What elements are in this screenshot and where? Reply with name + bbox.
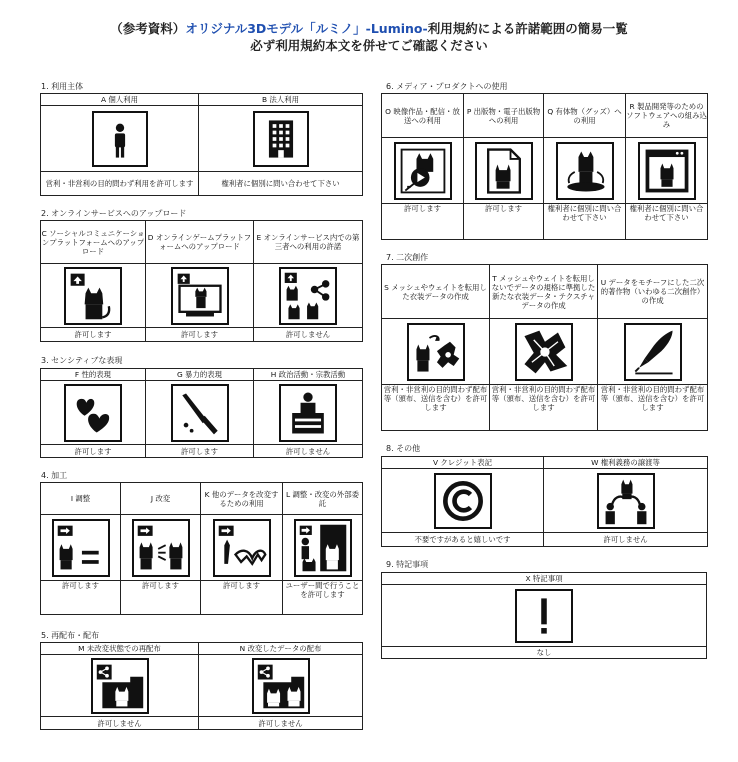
item-label-B: B 法人利用 <box>199 94 363 106</box>
building-icon <box>253 111 309 167</box>
figure-icon <box>556 142 614 200</box>
section-title-derivative: 7. 二次創作 <box>386 253 429 262</box>
item-label-R: R 製品開発等のためのソフトウェアへの組み込み <box>626 94 708 138</box>
item-label-A: A 個人利用 <box>41 94 199 106</box>
publication-icon <box>475 142 533 200</box>
item-note-M: 許可しません <box>41 717 199 730</box>
item-note-Q: 権利者に個別に問い合わせて下さい <box>544 204 626 240</box>
upload-cat-icon <box>64 267 122 325</box>
game-upload-icon <box>171 267 229 325</box>
item-note-W: 許可しません <box>544 533 708 547</box>
exclamation-icon <box>515 589 573 643</box>
item-note-P: 許可します <box>464 204 544 240</box>
item-note-N: 許可しません <box>199 717 363 730</box>
new-costume-icon <box>515 323 573 381</box>
item-note-O: 許可します <box>382 204 464 240</box>
hearts-icon <box>64 384 122 442</box>
item-label-J: J 改変 <box>121 483 201 515</box>
item-label-S: S メッシュやウェイトを転用した衣装データの作成 <box>382 265 490 319</box>
item-note-C: 許可します <box>41 328 146 342</box>
item-note-A: 営利・非営利の目的問わず利用を許可します <box>41 172 199 196</box>
item-note-E: 許可しません <box>254 328 363 342</box>
title-prefix: （参考資料） <box>110 21 186 36</box>
document-title <box>0 20 738 54</box>
item-note-V: 不要ですがあると嬉しいです <box>382 533 544 547</box>
item-label-T: T メッシュやウェイトを転用しないでデータの規格に準拠した新たな衣装データ・テクスチャデータの作成 <box>490 265 598 319</box>
item-note-X: なし <box>382 647 707 659</box>
section-title-other: 8. その他 <box>386 444 421 453</box>
other-table <box>381 456 708 547</box>
distribute-modified-icon <box>252 658 310 714</box>
item-note-J: 許可します <box>121 581 201 615</box>
item-label-M: M 未改変状態での再配布 <box>41 643 199 655</box>
transfer-icon <box>597 473 655 529</box>
section-title-processing: 4. 加工 <box>41 471 68 480</box>
usage-subject-table <box>40 93 363 196</box>
section-title-special-notes: 9. 特記事項 <box>386 560 429 569</box>
redistribution-table <box>40 642 363 730</box>
redistribute-icon <box>91 658 149 714</box>
item-label-I: I 調整 <box>41 483 121 515</box>
title-suffix: 利用規約による許諾範囲の簡易一覧 <box>427 21 628 36</box>
item-note-T: 営利・非営利の目的問わず配布等（頒布、送信を含む）を許可します <box>490 385 598 431</box>
item-note-D: 許可します <box>146 328 254 342</box>
item-label-L: L 調整・改変の外部委託 <box>283 483 363 515</box>
item-note-G: 許可します <box>146 445 254 458</box>
section-title-online-upload: 2. オンラインサービスへのアップロード <box>41 209 187 218</box>
section-title-redistribution: 5. 再配布・配布 <box>41 631 100 640</box>
item-note-S: 営利・非営利の目的問わず配布等（頒布、送信を含む）を許可します <box>382 385 490 431</box>
item-note-R: 権利者に個別に問い合わせて下さい <box>626 204 708 240</box>
section-title-usage-subject: 1. 利用主体 <box>41 82 84 91</box>
pen-icon <box>624 323 682 381</box>
item-label-W: W 権利義務の譲渡等 <box>544 457 708 469</box>
online-upload-table <box>40 220 363 342</box>
processing-table <box>40 482 363 615</box>
title-model-name: オリジナル3Dモデル「ルミノ」-Lumino- <box>185 21 428 36</box>
adjust-icon <box>52 519 110 577</box>
copyright-icon <box>434 473 492 529</box>
item-label-X: X 特記事項 <box>382 573 707 585</box>
derivative-table <box>381 264 708 431</box>
video-icon <box>394 142 452 200</box>
item-label-O: O 映像作品・配信・放送への利用 <box>382 94 464 138</box>
media-table <box>381 93 708 240</box>
item-label-D: D オンラインゲームプラットフォームへのアップロード <box>146 221 254 264</box>
costume-icon <box>407 323 465 381</box>
item-label-C: C ソーシャルコミュニケーションプラットフォームへのアップロード <box>41 221 146 264</box>
item-note-F: 許可します <box>41 445 146 458</box>
document-subtitle: 必ず利用規約本文を併せてご確認ください <box>250 38 488 53</box>
item-label-P: P 出版物・電子出版物への利用 <box>464 94 544 138</box>
modify-icon <box>132 519 190 577</box>
item-label-N: N 改変したデータの配布 <box>199 643 363 655</box>
item-label-K: K 他のデータを改変するための利用 <box>201 483 283 515</box>
share-cats-icon <box>279 267 337 325</box>
item-note-K: 許可します <box>201 581 283 615</box>
item-label-G: G 暴力的表現 <box>146 369 254 381</box>
section-title-sensitive: 3. センシティブな表現 <box>41 356 123 365</box>
other-data-icon <box>213 519 271 577</box>
item-note-I: 許可します <box>41 581 121 615</box>
item-label-H: H 政治活動・宗教活動 <box>254 369 363 381</box>
item-note-U: 営利・非営利の目的問わず配布等（頒布、送信を含む）を許可します <box>598 385 708 431</box>
item-label-V: V クレジット表記 <box>382 457 544 469</box>
item-label-F: F 性的表現 <box>41 369 146 381</box>
software-icon <box>638 142 696 200</box>
outsource-icon <box>294 519 352 577</box>
item-note-H: 許可しません <box>254 445 363 458</box>
knife-icon <box>171 384 229 442</box>
item-note-L: ユーザー間で行うことを許可します <box>283 581 363 615</box>
section-title-media: 6. メディア・プロダクトへの使用 <box>386 82 508 91</box>
podium-icon <box>279 384 337 442</box>
sensitive-table <box>40 368 363 458</box>
item-label-Q: Q 有体物（グッズ）への利用 <box>544 94 626 138</box>
person-icon <box>92 111 148 167</box>
special-notes-table <box>381 572 707 659</box>
item-label-E: E オンラインサービス内での第三者への利用の許諾 <box>254 221 363 264</box>
item-label-U: U データをモチーフにした二次的著作物（いわゆる二次創作）の作成 <box>598 265 708 319</box>
item-note-B: 権利者に個別に問い合わせて下さい <box>199 172 363 196</box>
